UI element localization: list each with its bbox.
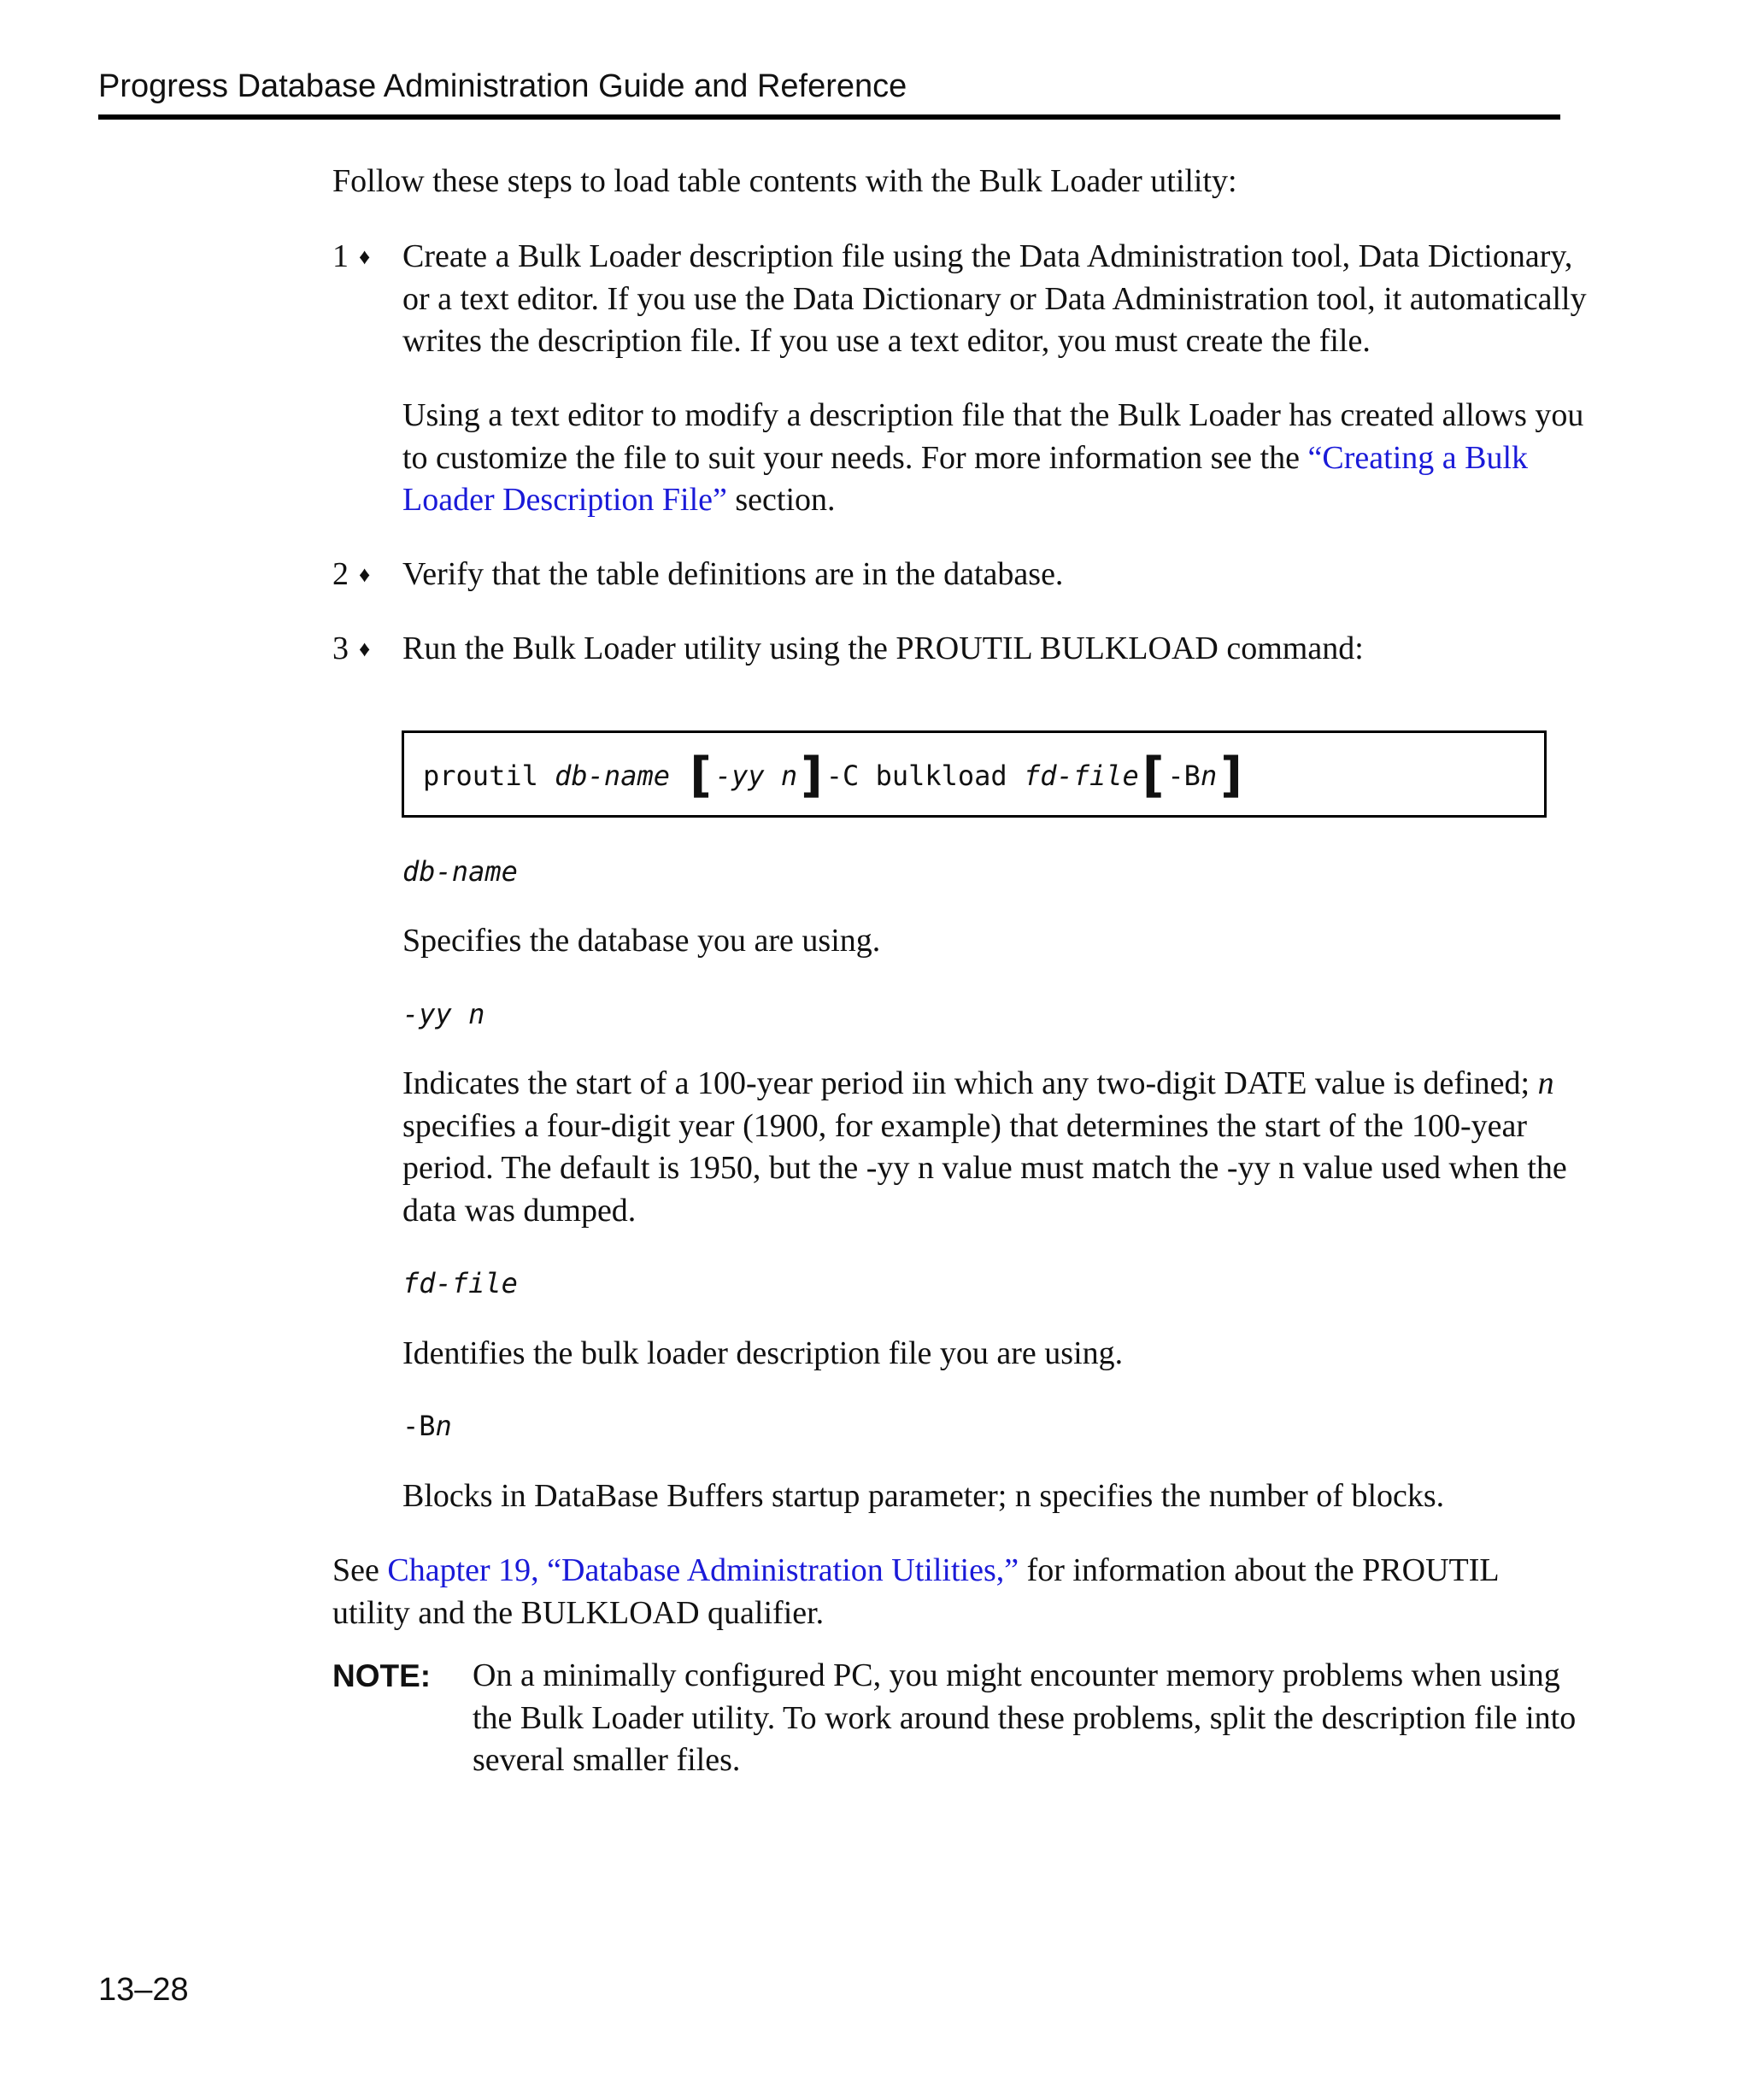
param-desc-yy-n: n — [1537, 1065, 1554, 1101]
syntax-yy: -yy n — [714, 760, 798, 792]
chapter-19-link[interactable]: Chapter 19, “Database Administration Utilities,” — [387, 1552, 1019, 1588]
see-paragraph — [332, 1550, 1500, 1634]
step-1-note-line-2: to customize the file to suit your needs. For more information see the — [402, 439, 1308, 476]
bullet-icon: ♦ — [359, 562, 371, 587]
creating-bulk-loader-link[interactable]: “Creating a Bulk — [1307, 439, 1529, 476]
param-desc-yy-line-2: specifies a four-digit year (1900, for example) that determines the start of the 100-year — [402, 1107, 1528, 1144]
param-desc-yy-line-4: data was dumped. — [402, 1192, 637, 1229]
param-term-b-n: n — [435, 1410, 452, 1442]
param-term-db-name: db-name — [402, 855, 518, 888]
running-header — [98, 67, 1560, 120]
param-desc-db-name: Specifies the database you are using. — [402, 923, 881, 959]
param-desc-yy-line-3: period. The default is 1950, but the -yy n value must match the -yy n value used when the — [402, 1150, 1567, 1186]
syntax-command: proutil — [423, 760, 555, 792]
note-text — [473, 1655, 1576, 1782]
step-3-text: Run the Bulk Loader utility using the PROUTIL BULKLOAD command: — [402, 631, 1364, 666]
param-term-bn — [402, 1409, 452, 1443]
param-term-fd-file: fd-file — [402, 1267, 518, 1299]
param-desc-yy-line-1: Indicates the start of a 100-year period iin which any two-digit DATE value is defined; — [402, 1065, 1538, 1101]
syntax-line — [423, 748, 1246, 803]
close-bracket: ] — [801, 748, 823, 803]
step-1-line-1: Create a Bulk Loader description file using the Data Administration tool, Data Dictionary, — [402, 238, 1573, 274]
see-post: for information about the PROUTIL — [1019, 1552, 1500, 1588]
header-title: Progress Database Administration Guide and Reference — [98, 68, 907, 104]
param-desc-fd-file: Identifies the bulk loader description file you are using. — [402, 1335, 1124, 1371]
syntax-bulkload: -C bulkload — [825, 760, 1024, 792]
step-1-note — [402, 395, 1583, 522]
step-1-text — [402, 236, 1587, 363]
page-number: 13–28 — [98, 1972, 189, 2008]
step-1-note-line-1: Using a text editor to modify a description file that the Bulk Loader has created allows you — [402, 397, 1584, 433]
param-desc-bn: Blocks in DataBase Buffers startup parameter; n specifies the number of blocks. — [402, 1478, 1445, 1514]
syntax-b: -B — [1167, 760, 1201, 792]
note-line-1: On a minimally configured PC, you might encounter memory problems when using — [473, 1657, 1560, 1693]
param-term-yy: -yy n — [402, 998, 485, 1030]
step-1-line-3: writes the description file. If you use a text editor, you must create the file. — [402, 323, 1371, 359]
see-pre: See — [332, 1552, 388, 1588]
open-bracket: [ — [690, 748, 712, 803]
note-label: NOTE: — [332, 1658, 432, 1693]
step-1-line-2: or a text editor. If you use the Data Dictionary or Data Administration tool, it automatically — [402, 280, 1587, 317]
syntax-box — [402, 730, 1547, 818]
step-2-number: 2 — [332, 556, 349, 592]
note-line-3: several smaller files. — [473, 1742, 741, 1778]
bullet-icon: ♦ — [359, 244, 371, 269]
open-bracket: [ — [1142, 748, 1165, 803]
intro-paragraph: Follow these steps to load table contents with the Bulk Loader utility: — [332, 163, 1237, 199]
see-line-2: utility and the BULKLOAD qualifier. — [332, 1594, 825, 1631]
creating-bulk-loader-link-cont[interactable]: Loader Description File” — [402, 482, 727, 518]
close-bracket: ] — [1220, 748, 1242, 803]
param-term-b: -B — [402, 1410, 436, 1442]
syntax-fd-file: fd-file — [1023, 760, 1139, 792]
step-2-text: Verify that the table definitions are in the database. — [402, 556, 1064, 592]
syntax-b-n: n — [1200, 760, 1218, 792]
step-1-note-line-3: section. — [726, 482, 836, 518]
step-3-number: 3 — [332, 631, 349, 666]
step-1-number: 1 — [332, 238, 349, 274]
syntax-db-name: db-name — [555, 760, 670, 792]
bullet-icon: ♦ — [359, 636, 371, 661]
param-desc-yy — [402, 1063, 1567, 1232]
note-line-2: the Bulk Loader utility. To work around these problems, split the description file into — [473, 1699, 1577, 1736]
